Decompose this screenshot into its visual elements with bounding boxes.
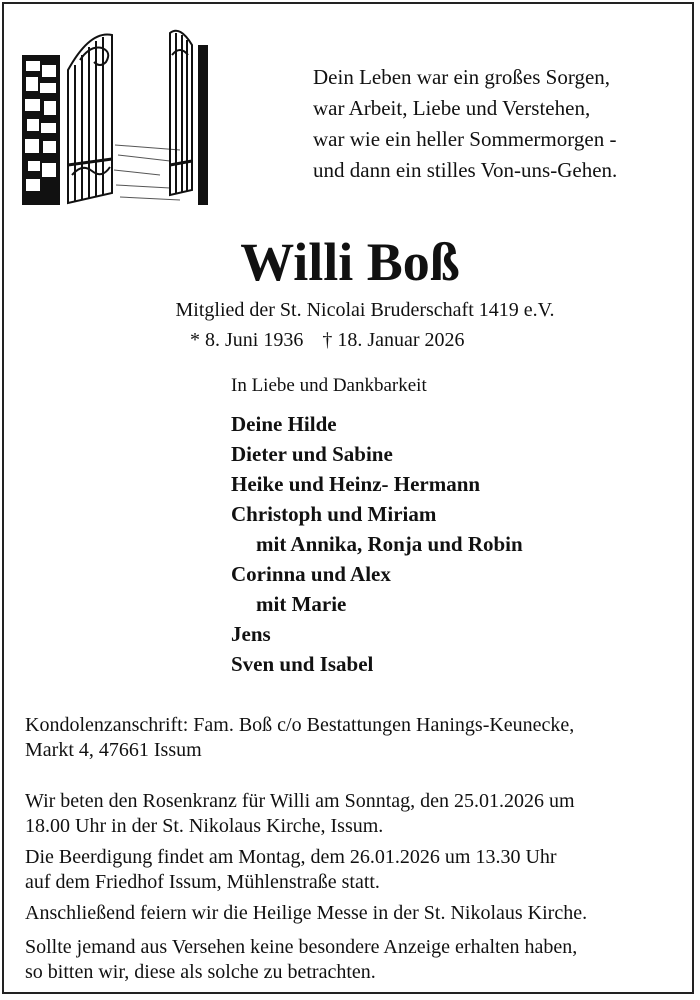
mourner-line: mit Marie <box>256 592 347 616</box>
open-gate-illustration <box>20 25 210 205</box>
life-dates <box>190 326 465 354</box>
mourner-line: Sven und Isabel <box>231 652 374 676</box>
poem-line: und dann ein stilles Von-uns-Gehen. <box>313 158 618 182</box>
notice-line: Anschließend feiern wir die Heilige Messe in der St. Nikolaus Kirche. <box>25 902 588 924</box>
mourners-list <box>231 409 523 679</box>
mourner-line: Dieter und Sabine <box>231 442 393 466</box>
mourner-line: mit Annika, Ronja und Robin <box>256 532 523 556</box>
mourner-line: Christoph und Miriam <box>231 502 437 526</box>
membership-line: Mitglied der St. Nicolai Bruderschaft 1419 e.V. <box>175 299 555 321</box>
mourner-line: Deine Hilde <box>231 412 337 436</box>
poem-line: Dein Leben war ein großes Sorgen, <box>313 65 611 89</box>
death-date: † 18. Januar 2026 <box>322 329 465 351</box>
notice-line: Die Beerdigung findet am Montag, dem 26.01.2026 um 13.30 Uhr <box>25 846 557 868</box>
birth-date: * 8. Juni 1936 <box>190 329 304 351</box>
poem-line: war Arbeit, Liebe und Verstehen, <box>313 96 591 120</box>
poem-line: war wie ein heller Sommermorgen - <box>313 127 617 151</box>
mourner-line: Corinna und Alex <box>231 562 391 586</box>
mourner-line: Heike und Heinz- Hermann <box>231 472 481 496</box>
deceased-name: Willi Boß <box>240 232 460 292</box>
rosary-notice <box>25 789 690 839</box>
notice-line: Kondolenzanschrift: Fam. Boß c/o Bestattungen Hanings-Keunecke, <box>25 714 575 736</box>
mourner-line: Jens <box>231 622 271 646</box>
notice-line: Sollte jemand aus Versehen keine besondere Anzeige erhalten haben, <box>25 936 578 958</box>
notice-line: Wir beten den Rosenkranz für Willi am Sonntag, den 25.01.2026 um <box>25 790 575 812</box>
mass-notice <box>25 901 690 926</box>
condolence-address <box>25 713 690 763</box>
notice-line: auf dem Friedhof Issum, Mühlenstraße statt. <box>25 871 380 893</box>
no-notice-received <box>25 935 690 985</box>
notice-line: 18.00 Uhr in der St. Nikolaus Kirche, Issum. <box>25 815 384 837</box>
mourners-intro: In Liebe und Dankbarkeit <box>231 375 427 396</box>
funeral-notice <box>25 845 690 895</box>
notice-line: Markt 4, 47661 Issum <box>25 739 202 761</box>
memorial-poem <box>313 62 683 186</box>
notice-line: so bitten wir, diese als solche zu betrachten. <box>25 961 376 983</box>
